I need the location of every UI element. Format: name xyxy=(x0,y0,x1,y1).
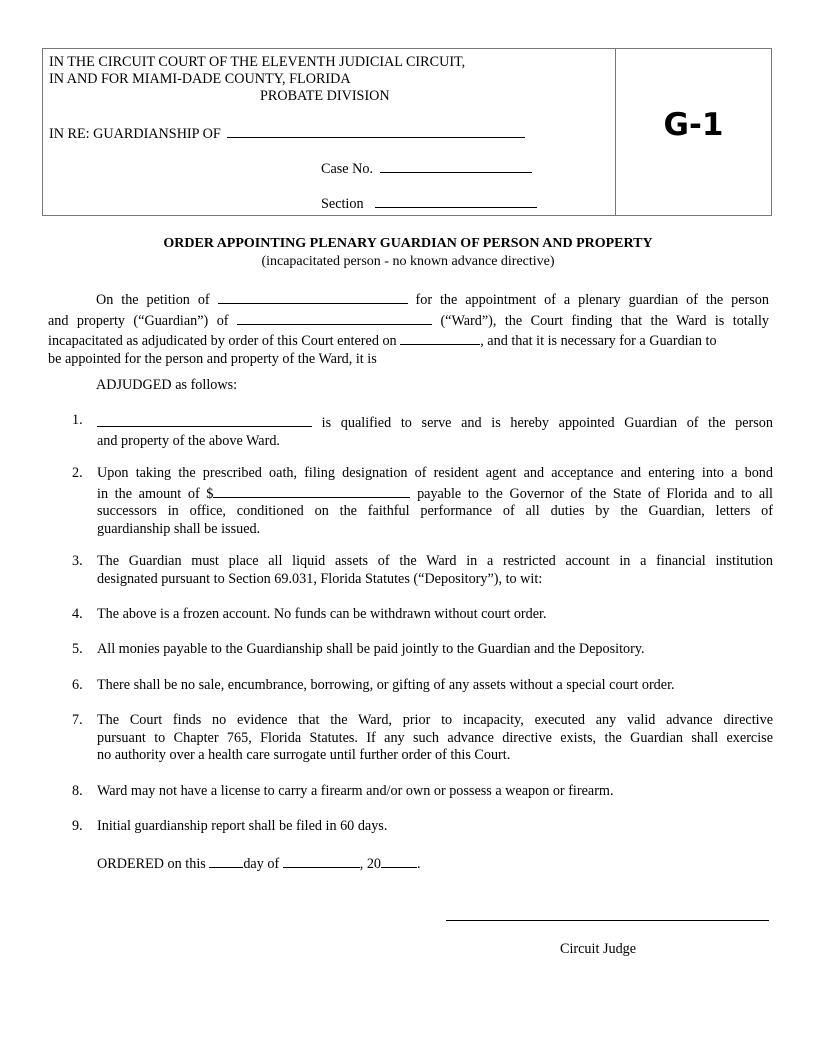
court-line-1: IN THE CIRCUIT COURT OF THE ELEVENTH JUDICIAL CIRCUIT, xyxy=(49,54,466,70)
section-label: Section xyxy=(321,196,364,212)
case-no-row xyxy=(321,158,532,178)
bond-amount-field[interactable] xyxy=(213,483,410,498)
signature-line[interactable] xyxy=(446,920,769,921)
signature-label: Circuit Judge xyxy=(560,941,637,957)
order-month-field[interactable] xyxy=(283,853,360,868)
ward-name-field[interactable] xyxy=(227,123,525,138)
form-code: G-1 xyxy=(663,107,724,143)
intro-paragraph xyxy=(48,289,769,368)
ordered-line: ORDERED on this day of , 20 . xyxy=(97,853,421,873)
section-row xyxy=(321,193,537,213)
document-title: ORDER APPOINTING PLENARY GUARDIAN OF PERSON AND PROPERTY xyxy=(163,236,653,251)
ward-field[interactable] xyxy=(237,310,432,325)
document-subtitle: (incapacitated person - no known advance directive) xyxy=(261,254,555,269)
intro-line-2: and property (“Guardian”) of (“Ward”), the Court finding that the Ward is totally xyxy=(48,310,769,331)
caption-right xyxy=(616,49,771,215)
order-year-field[interactable] xyxy=(381,853,417,868)
intro-line-4: be appointed for the person and property of the Ward, it is xyxy=(48,350,377,367)
case-no-label: Case No. xyxy=(321,161,374,177)
case-no-field[interactable] xyxy=(380,158,532,173)
order-day-field[interactable] xyxy=(209,853,243,868)
intro-line-3: incapacitated as adjudicated by order of this Court entered on , and that it is necessary for a Guardian to xyxy=(48,330,769,351)
caption-left xyxy=(43,49,616,215)
adjudication-date-field[interactable] xyxy=(400,330,480,345)
petitioner-field[interactable] xyxy=(218,289,408,304)
guardian-name-field[interactable] xyxy=(97,412,312,427)
adjudged-heading: ADJUDGED as follows: xyxy=(96,377,238,393)
court-line-2: IN AND FOR MIAMI-DADE COUNTY, FLORIDA xyxy=(49,71,351,87)
section-field[interactable] xyxy=(375,193,537,208)
intro-line-1: On the petition of for the appointment of a plenary guardian of the person xyxy=(48,289,769,310)
in-re-row xyxy=(49,123,525,143)
caption-box xyxy=(42,48,772,216)
in-re-label: IN RE: GUARDIANSHIP OF xyxy=(49,126,221,142)
division: PROBATE DIVISION xyxy=(260,88,390,104)
